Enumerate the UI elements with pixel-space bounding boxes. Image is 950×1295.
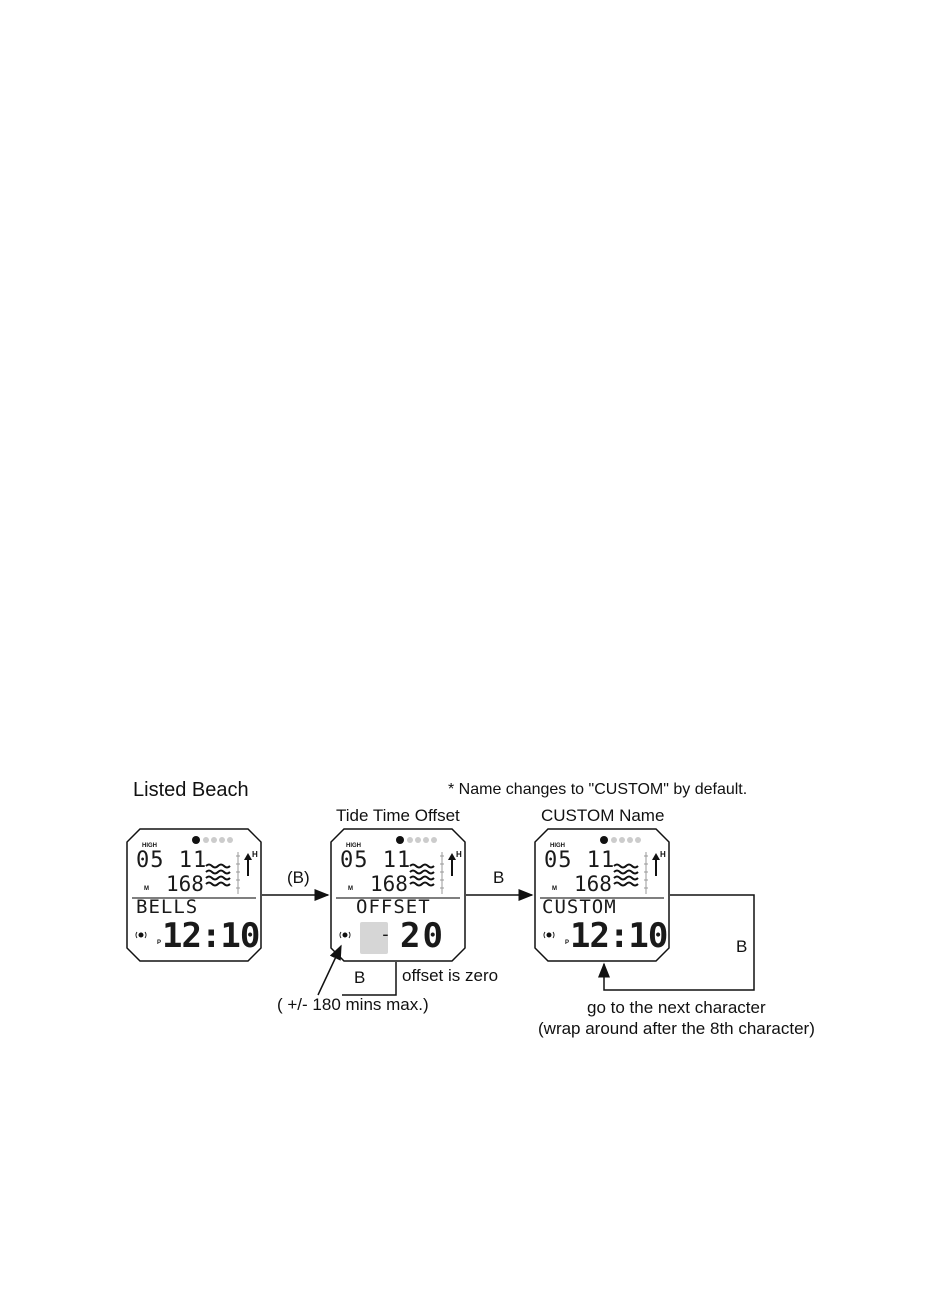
beach-name-display: BELLS xyxy=(136,896,199,918)
date-display: 05 11 xyxy=(136,848,208,873)
tide-value-display: 168 xyxy=(574,872,612,896)
offset-name-display: OFFSET xyxy=(356,896,431,918)
offset-range-label: ( +/- 180 mins max.) xyxy=(277,995,429,1014)
tide-time-offset-label: Tide Time Offset xyxy=(336,806,460,825)
next-character-label: go to the next character xyxy=(587,998,766,1017)
arrow-b2-label: B xyxy=(493,868,505,887)
loop-b-offset-label: B xyxy=(354,968,366,987)
listed-beach-label: Listed Beach xyxy=(133,779,249,801)
tide-value-display: 168 xyxy=(370,872,408,896)
offset-minus-sign: - xyxy=(380,924,391,945)
time-display: 12:10 xyxy=(570,916,668,956)
p-indicator: P xyxy=(157,940,162,946)
offset-loop-line xyxy=(342,962,396,995)
offset-value-display: 20 xyxy=(400,916,445,956)
time-display: 12:10 xyxy=(162,916,260,956)
high-indicator: HIGH xyxy=(550,843,565,849)
m-indicator: M xyxy=(348,886,353,892)
tide-value-display: 168 xyxy=(166,872,204,896)
custom-name-label: CUSTOM Name xyxy=(541,806,665,825)
custom-loop-line xyxy=(604,895,754,990)
m-indicator: M xyxy=(144,886,149,892)
arrow-b1-label: (B) xyxy=(287,868,310,887)
wrap-around-label: (wrap around after the 8th character) xyxy=(538,1019,815,1038)
offset-is-zero-label: offset is zero xyxy=(402,966,499,985)
date-display: 05 11 xyxy=(544,848,616,873)
h-indicator: H xyxy=(660,850,666,859)
offset-loop-arrow xyxy=(318,946,341,995)
footnote-text: * Name changes to "CUSTOM" by default. xyxy=(448,781,748,798)
h-indicator: H xyxy=(456,850,462,859)
p-indicator: P xyxy=(565,940,570,946)
m-indicator: M xyxy=(552,886,557,892)
high-indicator: HIGH xyxy=(346,843,361,849)
high-indicator: HIGH xyxy=(142,843,157,849)
h-indicator: H xyxy=(252,850,258,859)
custom-name-display: CUSTOM xyxy=(542,896,617,918)
loop-b-custom-label: B xyxy=(736,937,748,956)
date-display: 05 11 xyxy=(340,848,412,873)
